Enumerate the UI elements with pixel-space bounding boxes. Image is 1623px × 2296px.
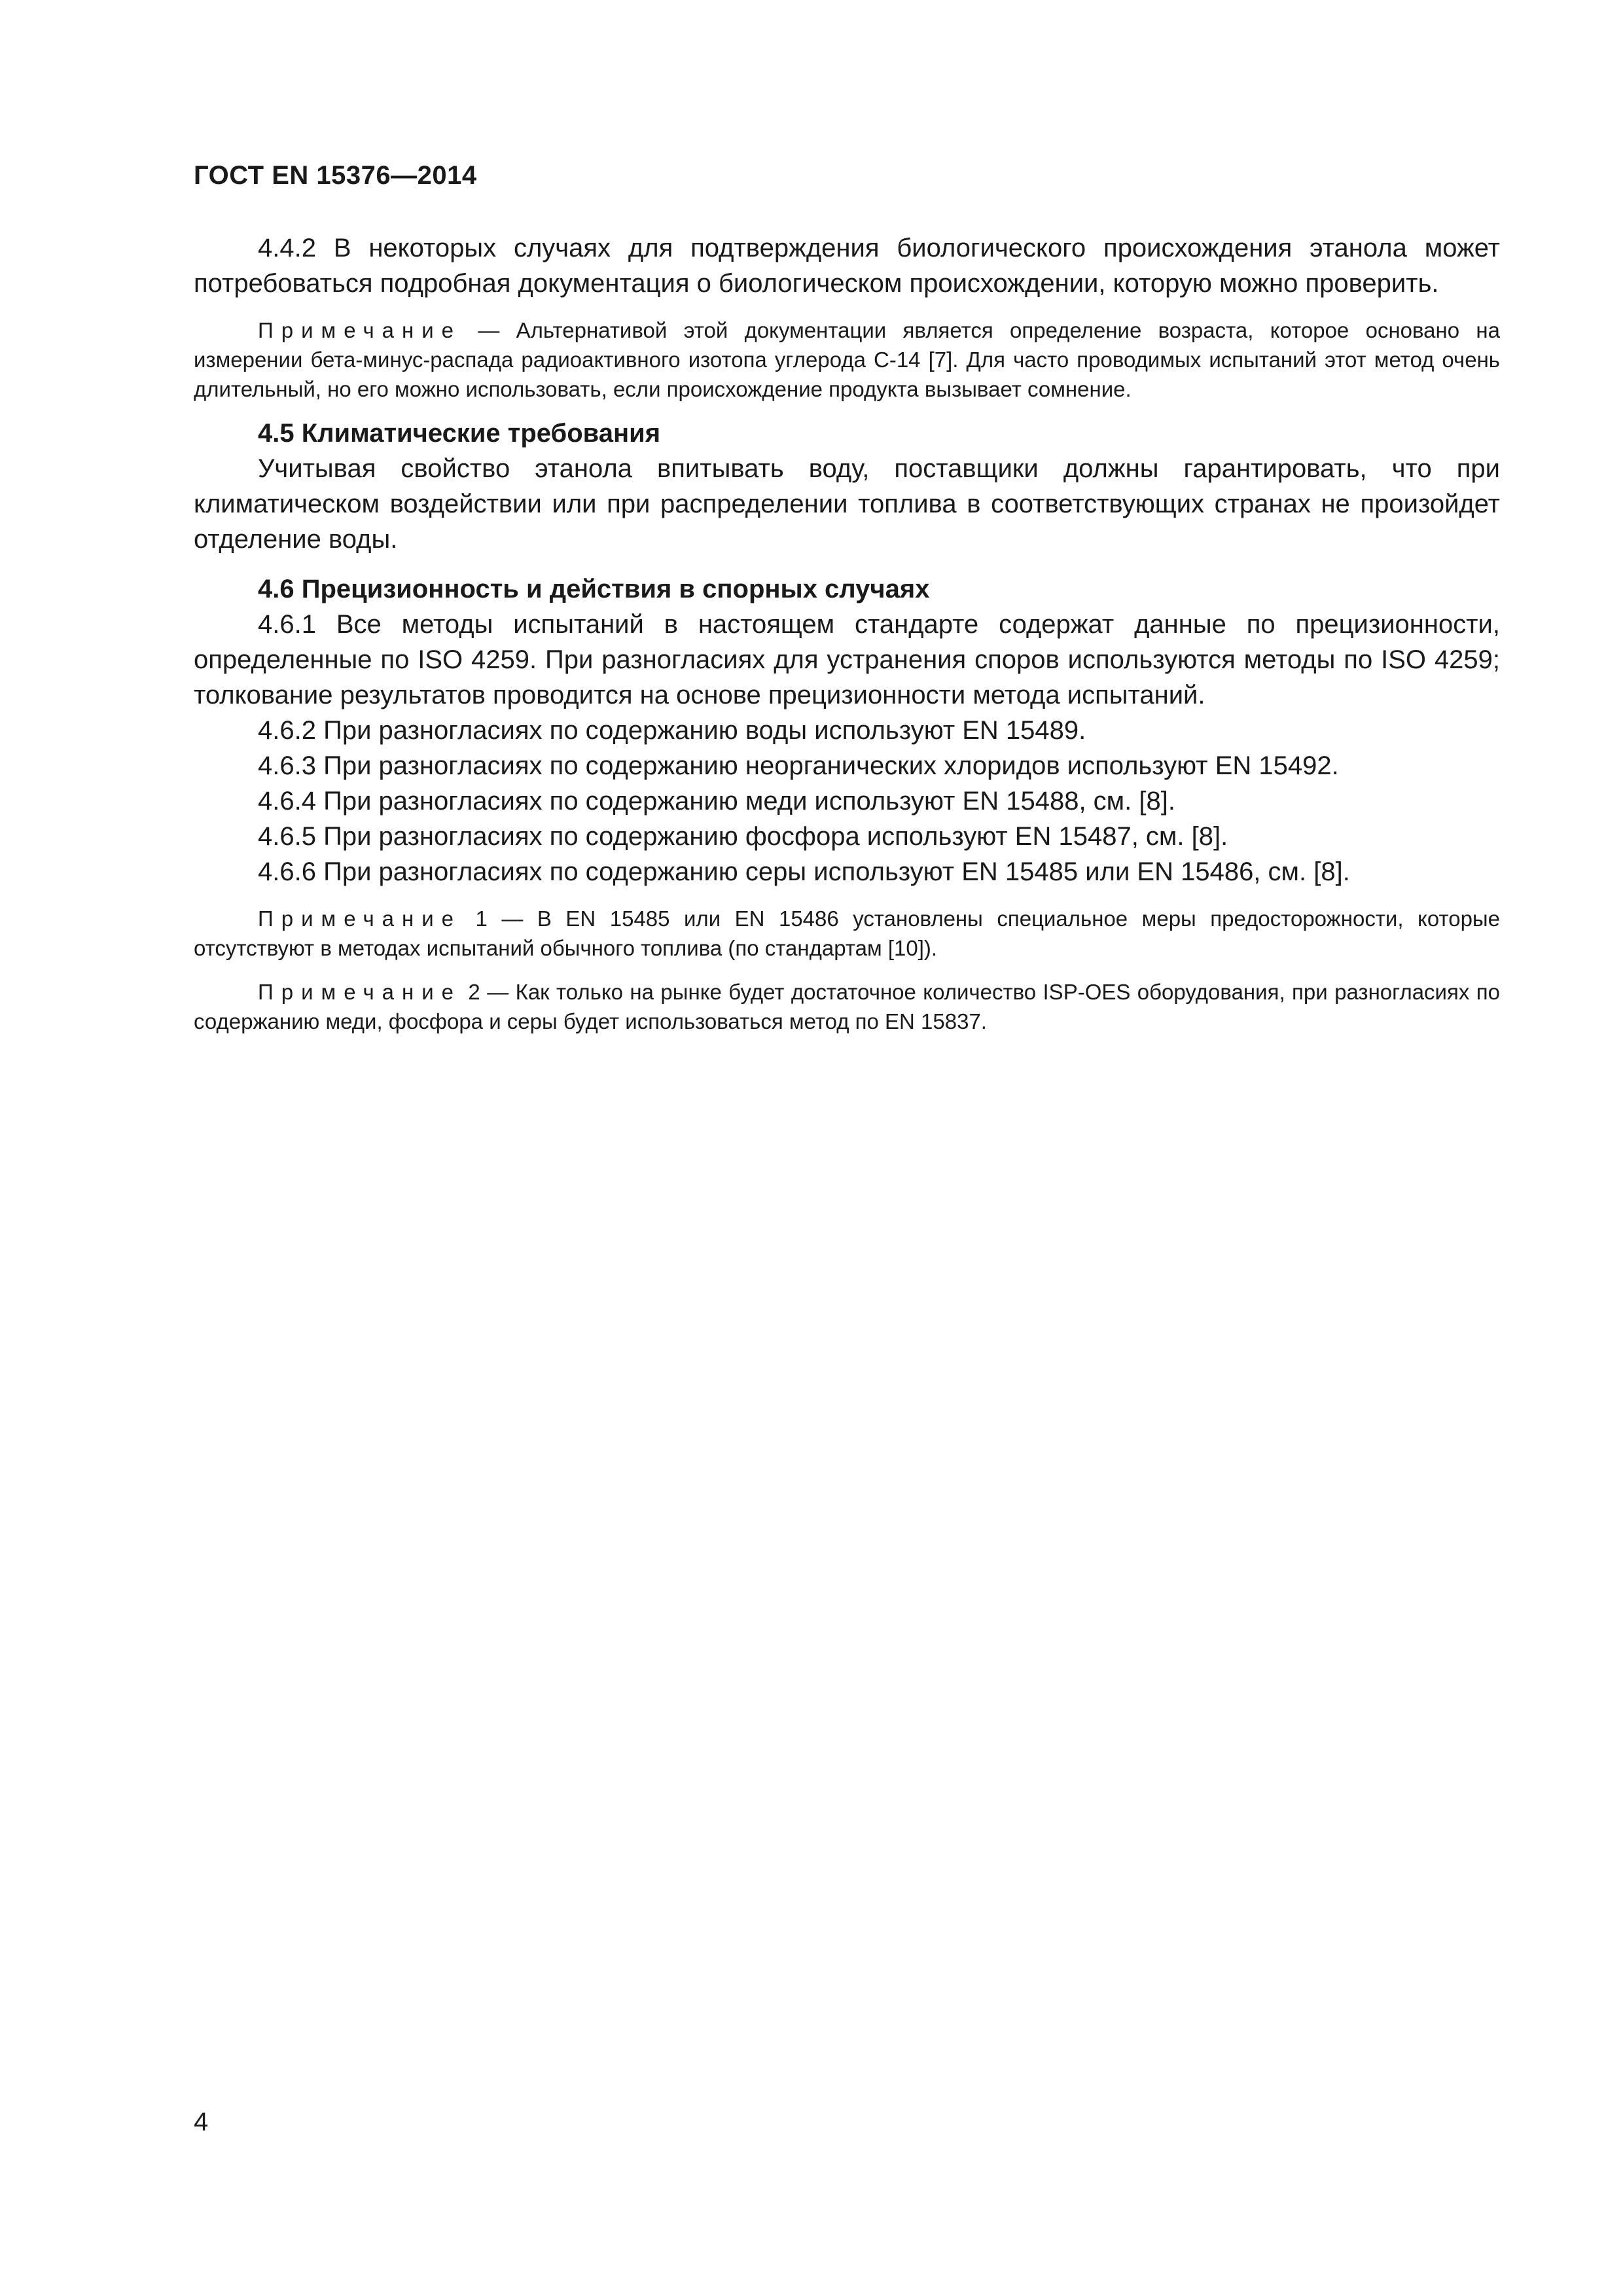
note-text: 1 — В EN 15485 или EN 15486 установлены специальное меры предосторожности, которые отсутствуют в методах испытаний обычного топлива (по стандартам [10]). xyxy=(194,906,1500,960)
section-heading-4-5: 4.5 Климатические требования xyxy=(258,419,661,448)
paragraph-4-6-2: 4.6.2 При разногласиях по содержанию воды используют EN 15489. xyxy=(258,716,1086,745)
paragraph-4-6-4: 4.6.4 При разногласиях по содержанию меди используют EN 15488, см. [8]. xyxy=(258,787,1175,816)
paragraph-4-6-6: 4.6.6 При разногласиях по содержанию серы используют EN 15485 или EN 15486, см. [8]. xyxy=(258,857,1350,886)
paragraph-4-6-3: 4.6.3 При разногласиях по содержанию неорганических хлоридов используют EN 15492. xyxy=(258,751,1339,780)
note-2 xyxy=(194,904,1500,963)
document-header: ГОСТ EN 15376—2014 xyxy=(194,161,477,190)
note-3 xyxy=(194,977,1500,1036)
note-label: Примечание xyxy=(258,906,462,931)
note-1 xyxy=(194,315,1500,404)
note-text: 2 — Как только на рынке будет достаточное количество ISP-OES оборудования, при разногласиях по содержанию меди, фосфора и серы будет использоваться метод по EN 15837. xyxy=(194,980,1500,1033)
page-number: 4 xyxy=(194,2108,209,2136)
note-text: — Альтернативой этой документации является определение возраста, которое основано на измерении бета-минус-распада радиоактивного изотопа углерода С-14 [7]. Для часто проводимых испытаний этот метод очень длительный, но его можно использовать, если происхождение продукта вызывает сомнение. xyxy=(194,318,1500,401)
paragraph-4-5: Учитывая свойство этанола впитывать воду, поставщики должны гарантировать, что при климатическом воздействии или при распределении топлива в соответствующих странах не произойдет отделение воды. xyxy=(194,454,1500,554)
document-body xyxy=(194,230,1500,1036)
section-heading-4-6: 4.6 Прецизионность и действия в спорных случаях xyxy=(258,575,930,603)
note-label: Примечание xyxy=(258,980,462,1004)
paragraph-4-6-5: 4.6.5 При разногласиях по содержанию фосфора используют EN 15487, см. [8]. xyxy=(258,822,1228,851)
note-label: Примечание xyxy=(258,318,462,342)
paragraph-4-4-2: 4.4.2 В некоторых случаях для подтверждения биологического происхождения этанола может потребоваться подробная документация о биологическом происхождении, которую можно проверить. xyxy=(194,234,1500,298)
paragraph-4-6-1: 4.6.1 Все методы испытаний в настоящем стандарте содержат данные по прецизионности, определенные по ISO 4259. При разногласиях для устранения споров используются методы по ISO 4259; толкование результатов проводится на основе прецизионности метода испытаний. xyxy=(194,610,1500,709)
